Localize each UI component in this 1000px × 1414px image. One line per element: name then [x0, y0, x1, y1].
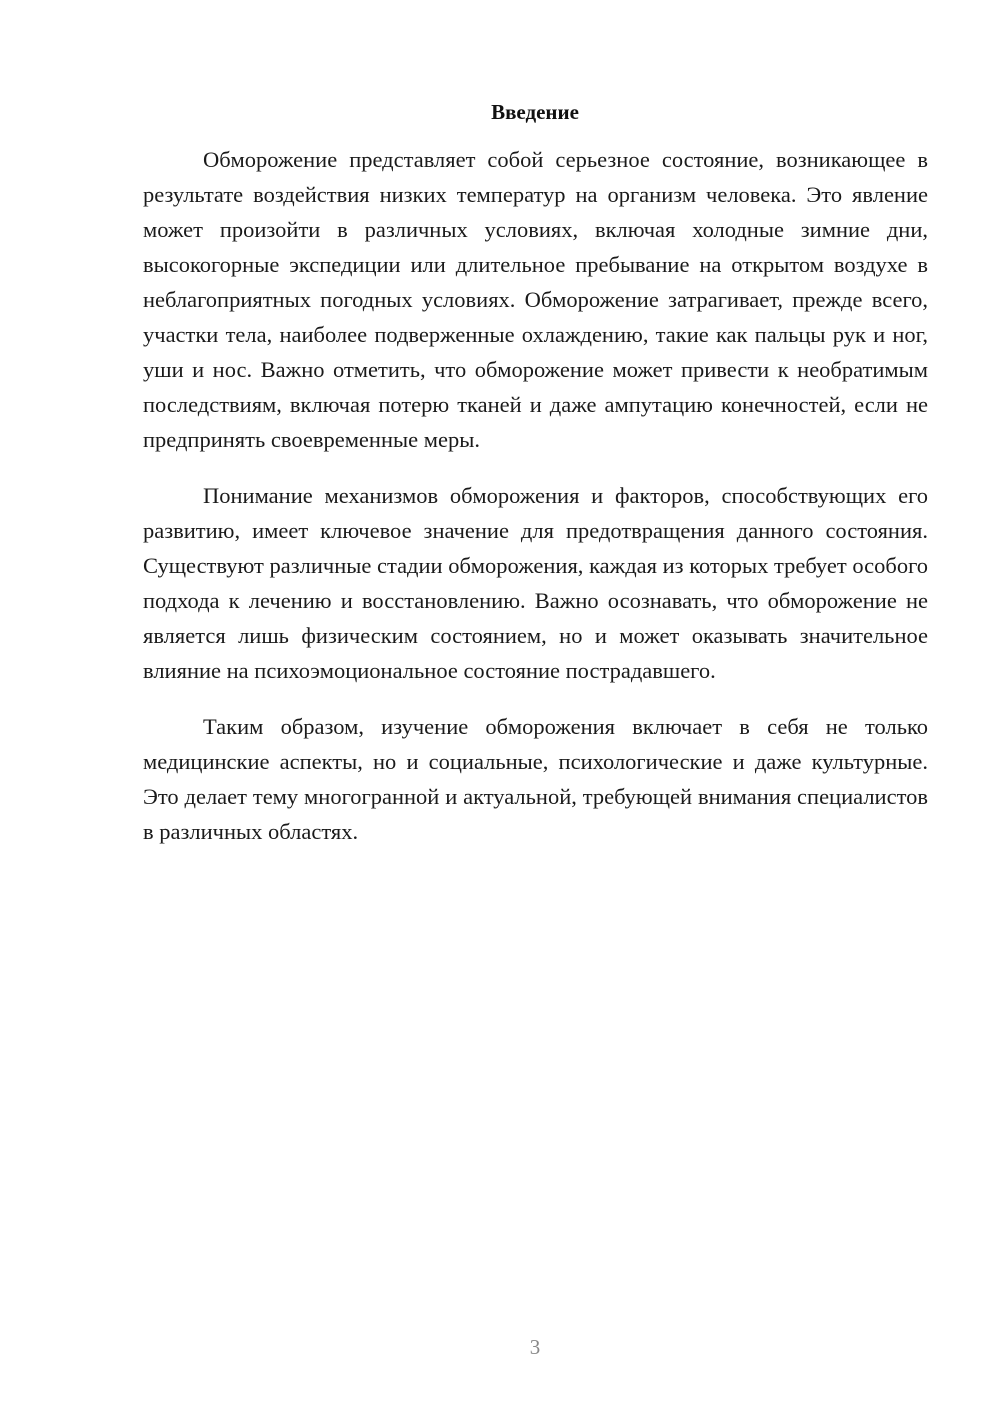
paragraph-3: Таким образом, изучение обморожения включает в себя не только медицинские аспекты, но и социальные, психологические и даже культурные. Это делает тему многогранной и актуальной, требующей внимания специалистов в различных областях. — [143, 714, 928, 844]
body-text — [143, 142, 928, 870]
paragraph-1: Обморожение представляет собой серьезное состояние, возникающее в результате воздействия низких температур на организм человека. Это явление может произойти в различных условиях, включая холодные зимние дни, высокогорные экспедиции или длительное пребывание на открытом воздухе в неблагоприятных погодных условиях. Обморожение затрагивает, прежде всего, участки тела, наиболее подверженные охлаждению, такие как пальцы рук и ног, уши и нос. Важно отметить, что обморожение может привести к необратимым последствиям, включая потерю тканей и даже ампутацию конечностей, если не предпринять своевременные меры. — [143, 147, 928, 452]
page-number: 3 — [529, 1335, 541, 1359]
section-heading: Введение — [491, 100, 579, 124]
paragraph-2: Понимание механизмов обморожения и факторов, способствующих его развитию, имеет ключевое значение для предотвращения данного состояния. Существуют различные стадии обморожения, каждая из которых требует особого подхода к лечению и восстановлению. Важно осознавать, что обморожение не является лишь физическим состоянием, но и может оказывать значительное влияние на психоэмоциональное состояние пострадавшего. — [143, 483, 928, 683]
